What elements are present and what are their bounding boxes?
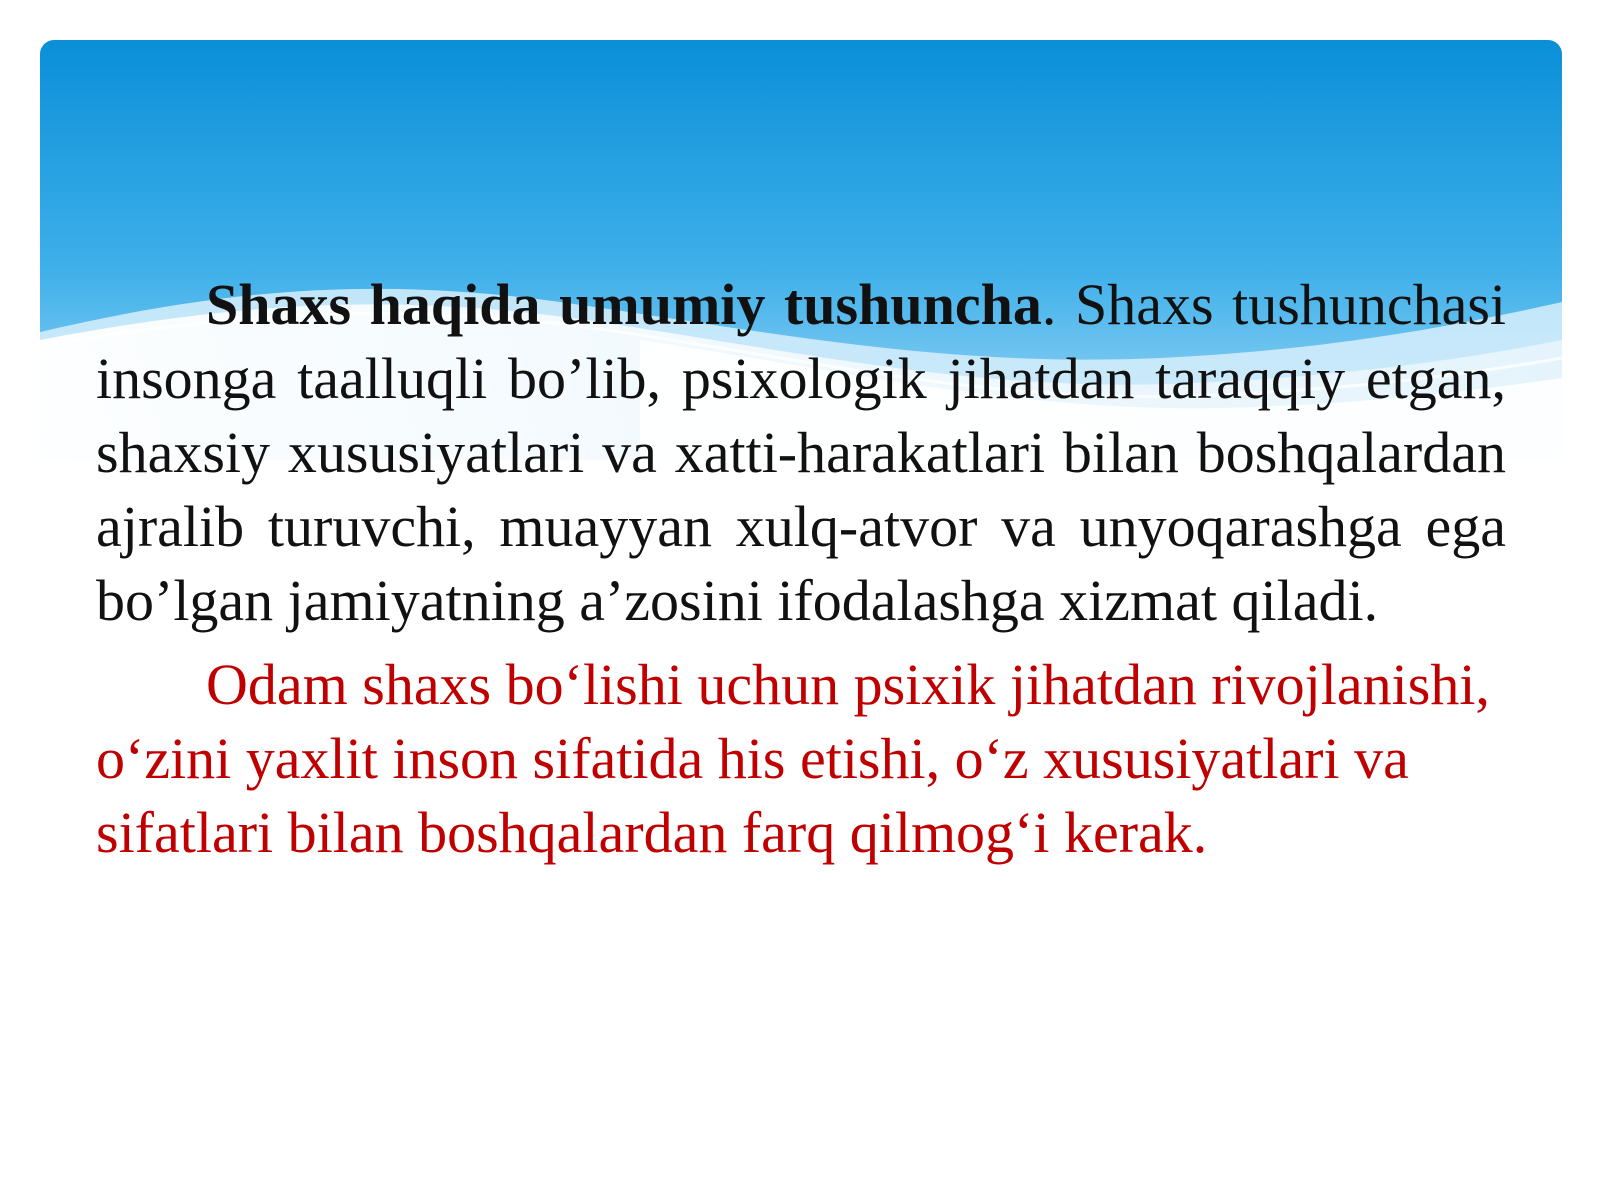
definition-paragraph bbox=[96, 268, 1506, 638]
paragraph-heading: Shaxs haqida umumiy tushuncha bbox=[206, 272, 1042, 337]
definition-body-text: Shaxs tushunchasi insonga taalluqli bo’lib, psixologik jihatdan taraqqiy etgan, shaxsiy xususiyatlari va xatti-harakatlari bilan boshqalardan ajralib turuvchi, muayyan xulq-atvor va unyoqarashga ega bo’lgan jamiyatning a’zosini ifodalashga xizmat qiladi. bbox=[96, 272, 1507, 633]
paragraph-heading-period: . bbox=[1041, 272, 1057, 337]
slide-text-body bbox=[96, 268, 1506, 870]
highlighted-paragraph: Odam shaxs bo‘lishi uchun psixik jihatdan rivojlanishi, o‘zini yaxlit inson sifatida his etishi, o‘z xususiyatlari va sifatlari bilan boshqalardan farq qilmog‘i kerak. bbox=[96, 652, 1490, 865]
